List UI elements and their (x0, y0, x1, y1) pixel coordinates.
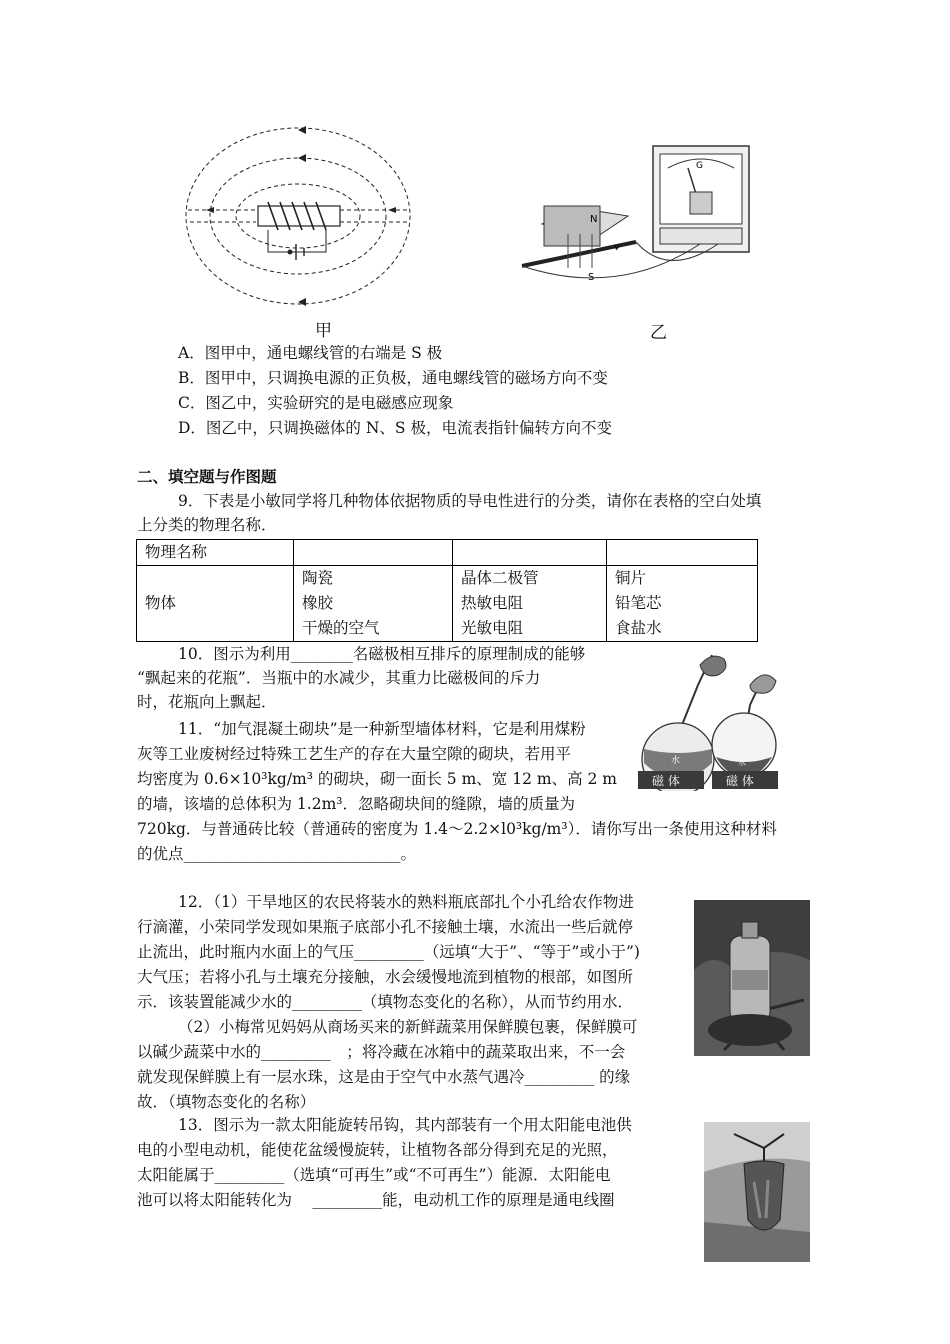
q12-line4: 大气压；若将小孔与土壤充分接触，水会缓慢地流到植物的根部，如图所 (137, 968, 634, 986)
row-label: 物体 (137, 566, 294, 642)
col1-cell (294, 566, 453, 642)
q12-line5: 示．该装置能减少水的_________（填物态变化的名称），从而节约用水． (137, 993, 634, 1011)
photo-magnet-label-1: 磁 体 (652, 774, 680, 788)
figure-induction (518, 138, 758, 298)
blank-cell-3 (607, 540, 758, 566)
q12-line1: 12．（1）干旱地区的农民将装水的熟料瓶底部扎个小孔给农作物进 (178, 893, 634, 911)
drip-bottle-photo (694, 900, 810, 1056)
list-item: 橡胶 (302, 594, 334, 612)
velocity-label: v (614, 242, 620, 253)
q11-line2: 灰等工业废树经过特殊工艺生产的存在大量空隙的砌块，若用平 (137, 745, 572, 763)
magnet-s-label: S (588, 272, 595, 283)
q13-line2: 电的小型电动机，能使花盆缓慢旋转，让植物各部分得到充足的光照， (137, 1141, 618, 1159)
list-item: 陶瓷 (302, 569, 334, 587)
q11-line6: 的优点____________________________。 (137, 845, 417, 863)
q8-option-b: B．图甲中，只调换电源的正负极，通电螺线管的磁场方向不变 (178, 369, 608, 387)
magnet-n-label: N (590, 214, 598, 225)
figure-yi-label: 乙 (650, 323, 667, 343)
q11-line1: 11．“加气混凝土砌块”是一种新型墙体材料，它是利用煤粉 (178, 720, 586, 738)
q13-line4: 池可以将太阳能转化为 _________能，电动机工作的原理是通电线圈 (137, 1191, 615, 1209)
list-item: 晶体二极管 (461, 569, 539, 587)
q12-line3: 止流出，此时瓶内水面上的气压_________（远填“大于”、“等于”或小于”) (137, 943, 640, 961)
photo-water-label-2: 水 (738, 758, 746, 767)
q12-line6: （2）小梅常见妈妈从商场买来的新鲜蔬菜用保鲜膜包裹，保鲜膜可 (178, 1018, 638, 1036)
conductivity-table (136, 539, 758, 642)
q13-line1: 13．图示为一款太阳能旋转吊钩，其内部装有一个用太阳能电池供 (178, 1116, 632, 1134)
blank-cell-1 (294, 540, 453, 566)
q11-line5: 720kg．与普通砖比较（普通砖的密度为 1.4～2.2×l0³kg/m³）．请你写出一条使用这种材料 (137, 820, 777, 838)
table-row (137, 566, 758, 642)
list-item: 铜片 (615, 569, 647, 587)
col3-cell (607, 566, 758, 642)
list-item: 铅笔芯 (615, 594, 662, 612)
solar-hook-photo (704, 1122, 810, 1262)
q11-line3: 均密度为 0.6×10³kg/m³ 的砌块，砌一面长 5 m、宽 12 m、高 2 m (137, 770, 617, 788)
q11-line4: 的墙，该墙的总体积为 1.2m³．忽略砌块间的缝隙，墙的质量为 (137, 795, 575, 813)
table-header-label: 物理名称 (137, 540, 294, 566)
photo-magnet-label-2: 磁 体 (726, 774, 754, 788)
q8-option-d: D．图乙中，只调换磁体的 N、S 极，电流表指针偏转方向不变 (178, 419, 612, 437)
figure-solenoid (178, 118, 418, 318)
q8-option-c: C．图乙中，实验研究的是电磁感应现象 (178, 394, 454, 412)
q8-option-a: A．图甲中，通电螺线管的右端是 S 极 (178, 344, 443, 362)
q9-line2: 上分类的物理名称． (137, 516, 277, 534)
figure-jia-label: 甲 (315, 321, 332, 341)
q12-line8: 就发现保鲜膜上有一层水珠，这是由于空气中水蒸气遇冷_________ 的缘 (137, 1068, 631, 1086)
list-item: 食盐水 (615, 619, 662, 637)
list-item: 干燥的空气 (302, 619, 380, 637)
q10-line3: 时，花瓶向上飘起． (137, 693, 277, 711)
photo-water-label-1: 水 (671, 756, 681, 766)
col2-cell (453, 566, 607, 642)
list-item: 热敏电阻 (461, 594, 524, 612)
table-header-row (137, 540, 758, 566)
q10-line2: “飘起来的花瓶”．当瓶中的水减少，其重力比磁极间的斥力 (137, 669, 541, 687)
galvanometer-g-label: G (696, 161, 703, 171)
blank-cell-2 (453, 540, 607, 566)
q12-line7: 以碱少蔬菜中水的_________ ；将冷藏在冰箱中的蔬菜取出来，不一会 (137, 1043, 626, 1061)
q13-line3: 太阳能属于_________（选填“可再生”或“不可再生”）能源．太阳能电 (137, 1166, 611, 1184)
q12-line2: 行滴灌，小荣同学发现如果瓶子底部小孔不接触土壤，水流出一些后就停 (137, 918, 634, 936)
q10-line1: 10．图示为利用________名磁极相互排斥的原理制成的能够 (178, 645, 586, 663)
list-item: 光敏电阻 (461, 619, 524, 637)
q12-line9: 故．（填物态变化的名称） (137, 1093, 316, 1111)
floating-vase-photo (638, 645, 778, 791)
q9-line1: 9．下表是小敏同学将几种物体依据物质的导电性进行的分类，请你在表格的空白处填 (178, 492, 762, 510)
section-title: 二、填空题与作图题 (137, 467, 277, 486)
